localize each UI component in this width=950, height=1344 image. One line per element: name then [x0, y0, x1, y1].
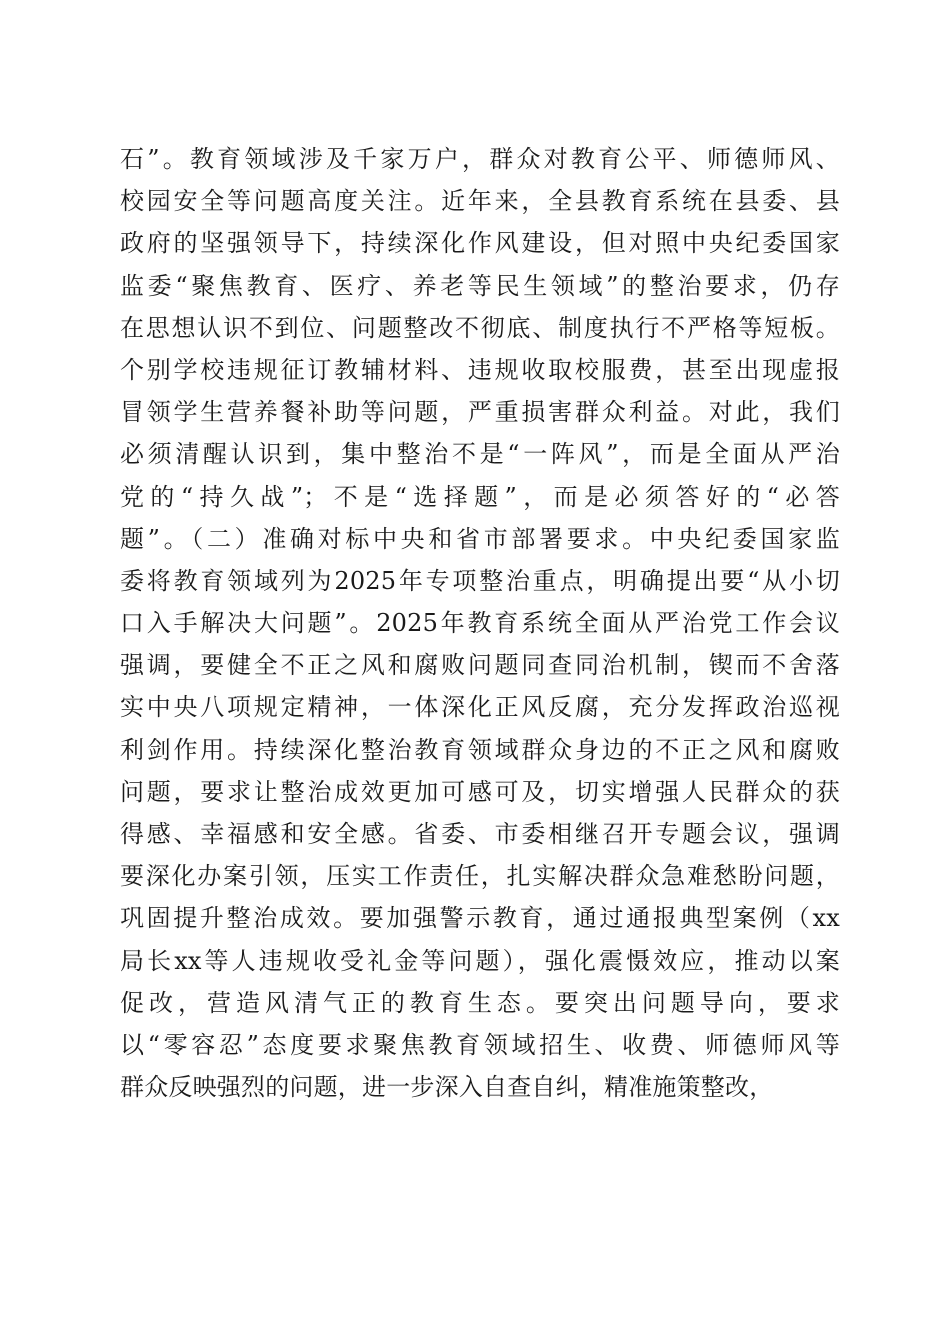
text-line-19: 巩固提升整治成效。要加强警示教育，通过通报典型案例（xx — [120, 904, 840, 933]
text-line-9: 党的“持久战”；不是“选择题”，而是必须答好的“必答 — [120, 482, 840, 511]
text-line-1: 石”。教育领域涉及千家万户，群众对教育公平、师德师风、 — [120, 145, 840, 173]
text-line-18: 要深化办案引领，压实工作责任，扎实解决群众急难愁盼问题， — [120, 862, 840, 891]
text-line-21: 促改，营造风清气正的教育生态。要突出问题导向，要求 — [120, 988, 840, 1017]
text-line-5: 在思想认识不到位、问题整改不彻底、制度执行不严格等短板。 — [120, 313, 840, 342]
text-line-8: 必须清醒认识到，集中整治不是“一阵风”，而是全面从严治 — [120, 440, 840, 469]
text-line-11: 委将教育领域列为2025年专项整治重点，明确提出要“从小切 — [120, 566, 840, 595]
text-line-16: 问题，要求让整治成效更加可感可及，切实增强人民群众的获 — [120, 777, 840, 806]
text-line-22: 以“零容忍”态度要求聚焦教育领域招生、收费、师德师风等 — [120, 1030, 840, 1059]
text-line-3: 政府的坚强领导下，持续深化作风建设，但对照中央纪委国家 — [120, 229, 840, 258]
text-line-6: 个别学校违规征订教辅材料、违规收取校服费，甚至出现虚报 — [120, 355, 840, 384]
text-line-15: 利剑作用。持续深化整治教育领域群众身边的不正之风和腐败 — [120, 735, 840, 764]
text-line-4: 监委“聚焦教育、医疗、养老等民生领域”的整治要求，仍存 — [120, 271, 840, 300]
text-line-2: 校园安全等问题高度关注。近年来，全县教育系统在县委、县 — [120, 187, 840, 216]
text-line-17: 得感、幸福感和安全感。省委、市委相继召开专题会议，强调 — [120, 820, 840, 848]
text-line-14: 实中央八项规定精神，一体深化正风反腐，充分发挥政治巡视 — [120, 693, 840, 722]
text-line-12: 口入手解决大问题”。2025年教育系统全面从严治党工作会议 — [120, 609, 840, 638]
text-line-13: 强调，要健全不正之风和腐败问题同查同治机制，锲而不舍落 — [120, 651, 840, 680]
text-line-7: 冒领学生营养餐补助等问题，严重损害群众利益。对此，我们 — [120, 398, 840, 427]
body-text — [120, 138, 840, 1108]
text-line-10: 题”。（二）准确对标中央和省市部署要求。中央纪委国家监 — [120, 524, 840, 553]
text-line-20: 局长xx等人违规收受礼金等问题），强化震慑效应，推动以案 — [120, 946, 840, 975]
text-line-23: 群众反映强烈的问题，进一步深入自查自纠，精准施策整改， — [120, 1073, 774, 1102]
